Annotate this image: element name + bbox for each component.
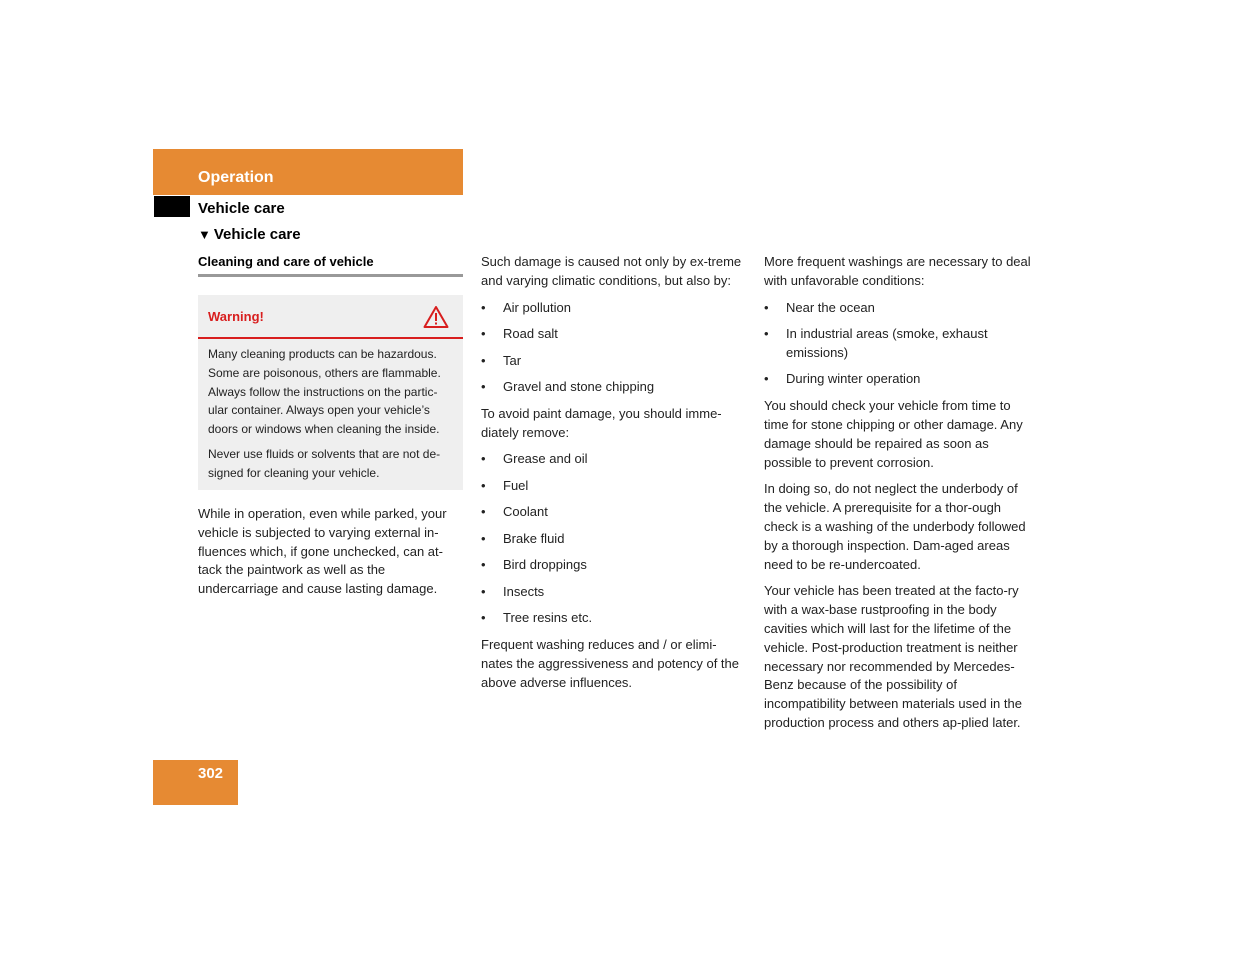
list-item: • Insects (481, 583, 746, 602)
paragraph: More frequent washings are necessary to deal with unfavorable conditions: (764, 254, 1031, 288)
list-item: • Air pollution (481, 299, 746, 318)
section-title: Operation (198, 169, 274, 186)
column-2 (481, 253, 746, 701)
topic-label: Vehicle care (213, 226, 301, 243)
warning-title: Warning! (208, 309, 264, 324)
subsection-title: Vehicle care (198, 200, 285, 217)
list-item: • Coolant (481, 503, 746, 522)
paragraph: You should check your vehicle from time to time for stone chipping or other damage. Any damage should be repaired as soon as possible to prevent corrosion. (764, 398, 1023, 470)
list-item: • Gravel and stone chipping (481, 378, 746, 397)
warning-body (198, 339, 463, 490)
list-item: • Near the ocean (764, 299, 1032, 318)
bullet-list (481, 299, 746, 397)
paragraph: Frequent washing reduces and / or elimi-nates the aggressiveness and potency of the above adverse influences. (481, 637, 740, 690)
list-item: • Fuel (481, 477, 746, 496)
paragraph: While in operation, even while parked, your vehicle is subjected to varying external in-fluences which, if gone unchecked, can at-tack the paintwork as well as the undercarriage and cause lasting damage. (198, 506, 447, 597)
column-1 (198, 505, 466, 607)
warning-paragraph: Never use fluids or solvents that are not de-signed for cleaning your vehicle. (208, 446, 441, 480)
warning-box (198, 295, 463, 490)
list-item: • Grease and oil (481, 450, 746, 469)
paragraph: In doing so, do not neglect the underbody of the vehicle. A prerequisite for a thor-ough check is a washing of the underbody followed by a thorough inspection. Dam-aged areas need to be re-undercoated. (764, 481, 1026, 572)
list-item: • Bird droppings (481, 556, 746, 575)
list-item: • Tree resins etc. (481, 609, 746, 628)
warning-header (198, 295, 463, 339)
warning-triangle-icon (423, 305, 449, 329)
paragraph: Your vehicle has been treated at the facto-ry with a wax-base rustproofing in the body cavities which will last for the lifetime of the vehicle. Post-production treatment is neither necessary nor recommended by Mercedes-Benz because of the possibility of incompatibility between materials used in the production process and others ap-plied later. (764, 583, 1022, 730)
topic-title (198, 226, 301, 243)
page-number-box (153, 760, 238, 805)
triangle-down-icon: ▼ (198, 227, 211, 242)
list-item: • Road salt (481, 325, 746, 344)
bullet-list (764, 299, 1032, 390)
page-heading: Cleaning and care of vehicle (198, 254, 463, 277)
bullet-list (481, 450, 746, 628)
column-3 (764, 253, 1032, 741)
section-marker (154, 196, 190, 217)
list-item: • In industrial areas (smoke, exhaust emissions) (764, 325, 1032, 363)
paragraph: Such damage is caused not only by ex-treme and varying climatic conditions, but also by: (481, 254, 742, 288)
list-item: • During winter operation (764, 370, 1032, 389)
warning-paragraph: Many cleaning products can be hazardous. Some are poisonous, others are flammable. Always follow the instructions on the partic-ular container. Always open your vehicle’s doors or windows when cleaning the inside. (208, 347, 441, 437)
paragraph: To avoid paint damage, you should imme-diately remove: (481, 405, 722, 440)
page-number: 302 (198, 765, 224, 782)
list-item: • Tar (481, 352, 746, 371)
list-item: • Brake fluid (481, 530, 746, 549)
